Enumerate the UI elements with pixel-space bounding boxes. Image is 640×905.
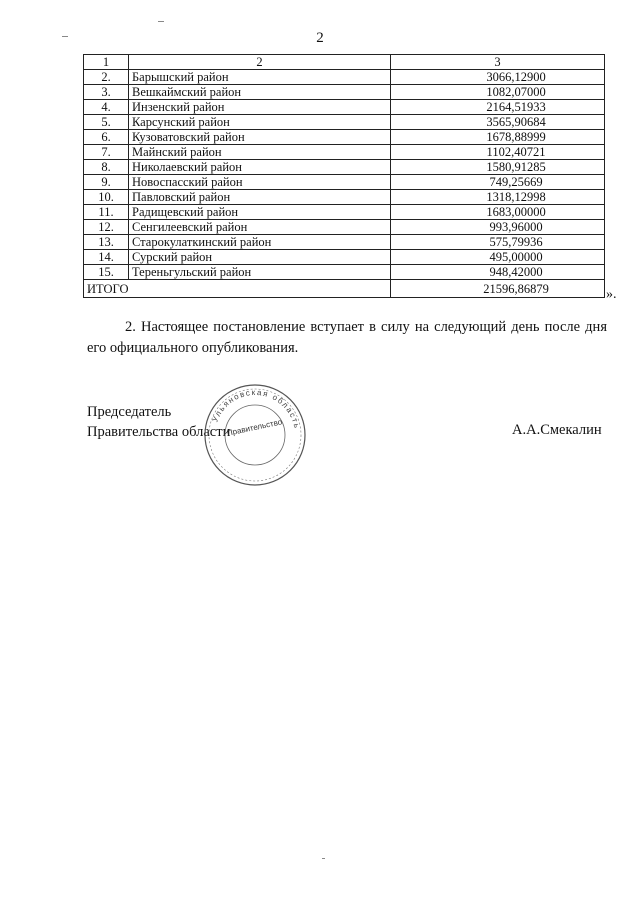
header-cell: 2 [129, 55, 391, 70]
signer-title-line: Правительства области [87, 424, 231, 440]
table-row [84, 190, 605, 205]
table-cell-num: 3. [84, 85, 129, 100]
table-cell-num: 4. [84, 100, 129, 115]
table-cell-name: Павловский район [129, 190, 391, 205]
table-cell-value: 495,00000 [391, 250, 605, 265]
table-cell-name: Вешкаймский район [129, 85, 391, 100]
table-cell-num: 7. [84, 145, 129, 160]
table-cell-name: Майнский район [129, 145, 391, 160]
table-cell-num: 2. [84, 70, 129, 85]
table-cell-value: 1580,91285 [391, 160, 605, 175]
header-cell: 1 [84, 55, 129, 70]
table-cell-value: 575,79936 [391, 235, 605, 250]
total-value: 21596,86879 [391, 280, 605, 298]
signer-name: А.А.Смекалин [512, 422, 602, 438]
table-row [84, 265, 605, 280]
table-cell-num: 8. [84, 160, 129, 175]
table-cell-num: 13. [84, 235, 129, 250]
table-cell-num: 9. [84, 175, 129, 190]
table-row [84, 220, 605, 235]
total-label: ИТОГО [84, 280, 391, 298]
table-cell-num: 10. [84, 190, 129, 205]
closing-quote: ». [606, 287, 617, 302]
table-cell-value: 1678,88999 [391, 130, 605, 145]
seal-ring-text: Ульяновская область [210, 387, 302, 431]
page-number: 2 [316, 30, 324, 46]
table-cell-name: Инзенский район [129, 100, 391, 115]
table-cell-name: Барышский район [129, 70, 391, 85]
table-cell-name: Тереньгульский район [129, 265, 391, 280]
table-cell-name: Новоспасский район [129, 175, 391, 190]
header-cell: 3 [391, 55, 605, 70]
table-cell-value: 1318,12998 [391, 190, 605, 205]
table-cell-value: 1683,00000 [391, 205, 605, 220]
table-cell-value: 1102,40721 [391, 145, 605, 160]
paragraph: 2. Настоящее постановление вступает в силу на следующий день после дня его официального опубликования. [87, 319, 607, 356]
table-row [84, 250, 605, 265]
table-cell-name: Радищевский район [129, 205, 391, 220]
table-cell-num: 12. [84, 220, 129, 235]
table-cell-name: Старокулаткинский район [129, 235, 391, 250]
table-row [84, 85, 605, 100]
table-row [84, 100, 605, 115]
table-row [84, 115, 605, 130]
table-cell-name: Сенгилеевский район [129, 220, 391, 235]
table-cell-num: 11. [84, 205, 129, 220]
table-cell-value: 2164,51933 [391, 100, 605, 115]
table-cell-value: 1082,07000 [391, 85, 605, 100]
table-row [84, 205, 605, 220]
table-row [84, 160, 605, 175]
table-cell-name: Карсунский район [129, 115, 391, 130]
table-cell-name: Сурский район [129, 250, 391, 265]
table-cell-value: 749,25669 [391, 175, 605, 190]
speck [158, 21, 164, 22]
table-cell-value: 993,96000 [391, 220, 605, 235]
table-cell-value: 948,42000 [391, 265, 605, 280]
speck [62, 36, 68, 37]
district-table [83, 54, 605, 298]
seal-center-text: Правительство [226, 417, 283, 438]
signer-title-line: Председатель [87, 404, 172, 420]
table-row [84, 130, 605, 145]
table-cell-value: 3066,12900 [391, 70, 605, 85]
table-cell-num: 6. [84, 130, 129, 145]
table-cell-value: 3565,90684 [391, 115, 605, 130]
table-cell-num: 5. [84, 115, 129, 130]
table-cell-num: 14. [84, 250, 129, 265]
table-header-row [84, 55, 605, 70]
table-total-row [84, 280, 605, 298]
table-row [84, 145, 605, 160]
table-row [84, 70, 605, 85]
table-row [84, 175, 605, 190]
official-seal-icon [200, 380, 310, 490]
table-cell-name: Николаевский район [129, 160, 391, 175]
table-cell-num: 15. [84, 265, 129, 280]
table-row [84, 235, 605, 250]
speck [322, 858, 325, 859]
table-cell-name: Кузоватовский район [129, 130, 391, 145]
